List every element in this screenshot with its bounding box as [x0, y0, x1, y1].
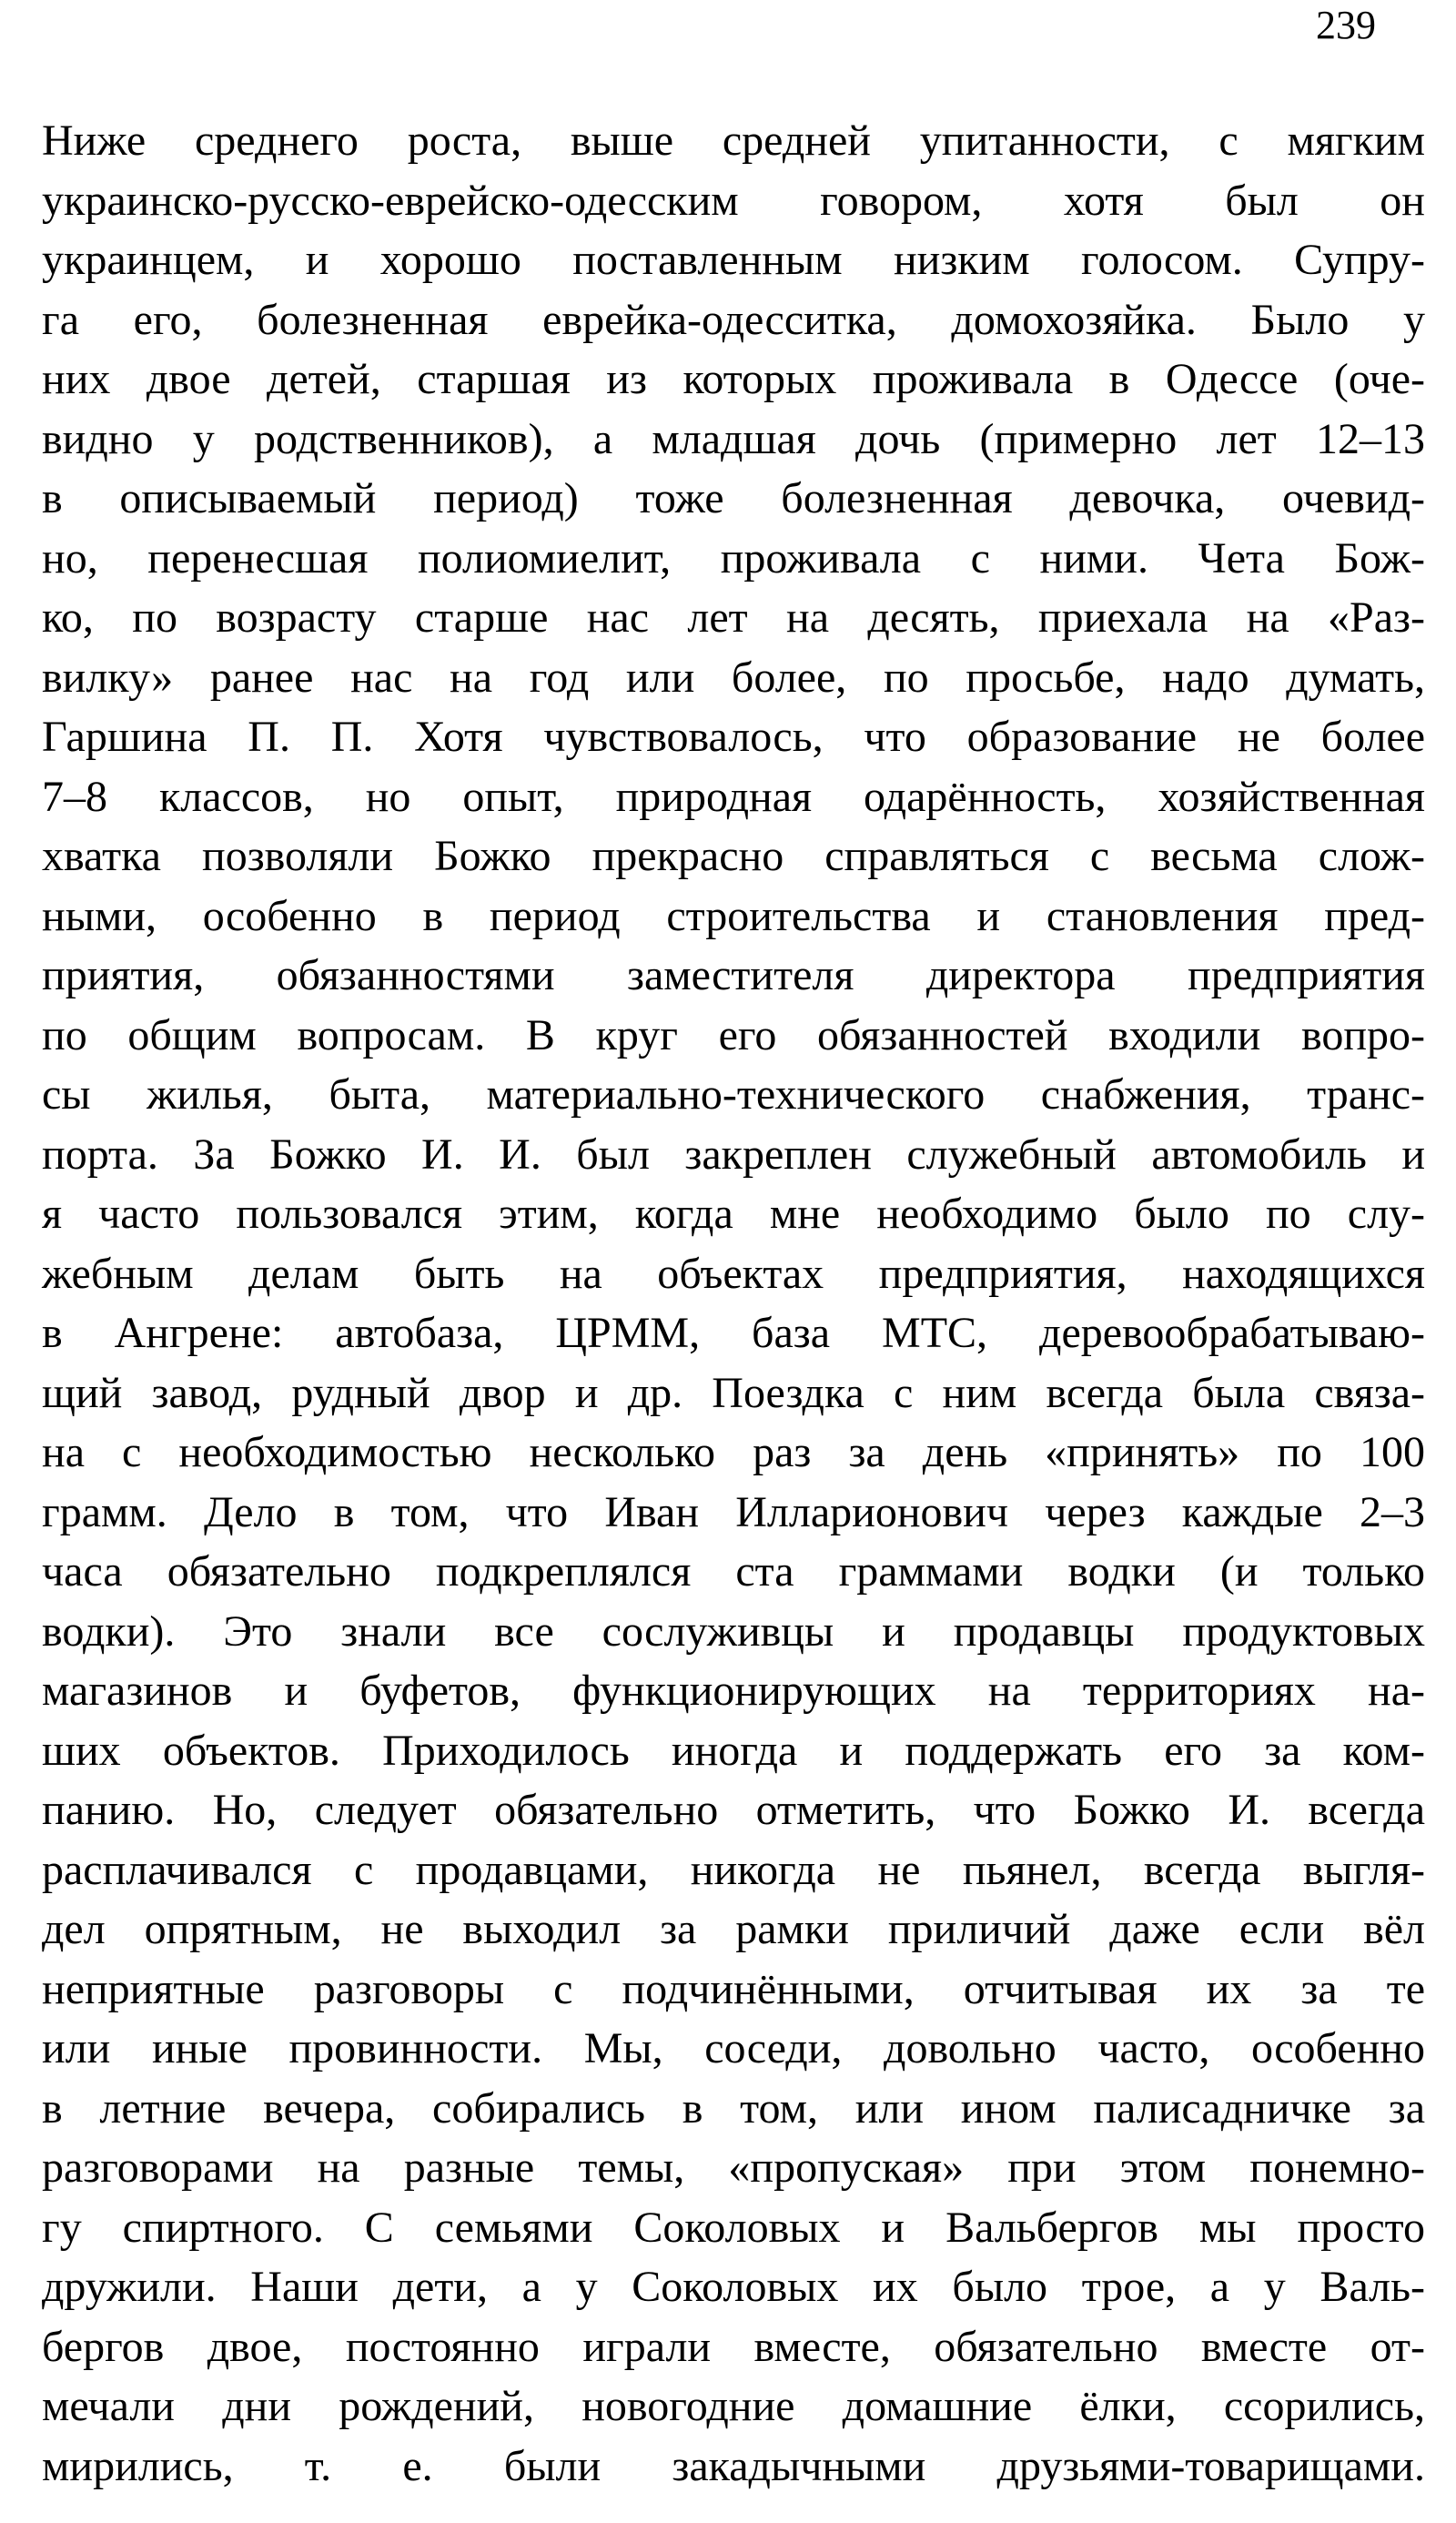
- text-line: в летние вечера, собирались в том, или ином палисадничке за: [42, 2083, 1425, 2133]
- text-line: видно у родственников), а младшая дочь (примерно лет 12–13: [42, 414, 1425, 463]
- text-line: но, перенесшая полиомиелит, проживала с ними. Чета Бож-: [42, 533, 1425, 583]
- text-line: мечали дни рождений, новогодние домашние ёлки, ссорились,: [42, 2382, 1425, 2430]
- text-line: мирились, т. е. были закадычными друзьями-товарищами.: [42, 2441, 1425, 2490]
- text-line: грамм. Дело в том, что Иван Илларионович через каждые 2–3: [42, 1487, 1425, 1536]
- text-line: на с необходимостью несколько раз за день «принять» по 100: [42, 1428, 1425, 1476]
- page-number: 239: [1316, 3, 1376, 47]
- text-line: расплачивался с продавцами, никогда не пьянел, всегда выгля-: [42, 1845, 1425, 1894]
- text-line: бергов двое, постоянно играли вместе, обязательно вместе от-: [42, 2322, 1425, 2371]
- text-line: часа обязательно подкреплялся ста граммами водки (и только: [42, 1547, 1425, 1596]
- text-line: гу спиртного. С семьями Соколовых и Вальбергов мы просто: [42, 2203, 1425, 2252]
- text-line: я часто пользовался этим, когда мне необходимо было по слу-: [42, 1190, 1425, 1238]
- text-line: магазинов и буфетов, функционирующих на территориях на-: [42, 1667, 1425, 1715]
- text-line: или иные провинности. Мы, соседи, довольно часто, особенно: [42, 2024, 1425, 2072]
- text-line: панию. Но, следует обязательно отметить, что Божко И. всегда: [42, 1786, 1425, 1834]
- text-line: по общим вопросам. В круг его обязанностей входили вопро-: [42, 1010, 1425, 1059]
- text-line: щий завод, рудный двор и др. Поездка с ним всегда была связа-: [42, 1368, 1425, 1417]
- text-line: них двое детей, старшая из которых проживала в Одессе (оче-: [42, 355, 1425, 403]
- text-line: ными, особенно в период строительства и становления пред-: [42, 891, 1425, 940]
- text-line: порта. За Божко И. И. был закреплен служебный автомобиль и: [42, 1130, 1425, 1179]
- text-line: водки). Это знали все сослуживцы и продавцы продуктовых: [42, 1606, 1425, 1656]
- body-text: [42, 111, 1425, 2496]
- text-line: в описываемый период) тоже болезненная девочка, очевид-: [42, 474, 1425, 522]
- text-line: ко, по возрасту старше нас лет на десять, приехала на «Раз-: [42, 593, 1425, 642]
- text-line: га его, болезненная еврейка-одесситка, домохозяйка. Было у: [42, 295, 1425, 344]
- text-line: 7–8 классов, но опыт, природная одарённость, хозяйственная: [42, 772, 1425, 821]
- text-line: Ниже среднего роста, выше средней упитанности, с мягким: [42, 117, 1425, 165]
- text-line: дружили. Наши дети, а у Соколовых их было трое, а у Валь-: [42, 2263, 1425, 2311]
- text-line: неприятные разговоры с подчинёнными, отчитывая их за те: [42, 1964, 1425, 2013]
- text-line: украинско-русско-еврейско-одесским говором, хотя был он: [42, 176, 1425, 225]
- text-line: жебным делам быть на объектах предприятия, находящихся: [42, 1249, 1425, 1298]
- text-line: вилку» ранее нас на год или более, по просьбе, надо думать,: [42, 653, 1425, 702]
- text-line: приятия, обязанностями заместителя директора предприятия: [42, 951, 1425, 999]
- text-line: разговорами на разные темы, «пропуская» при этом понемно-: [42, 2143, 1425, 2192]
- text-line: Гаршина П. П. Хотя чувствовалось, что образование не более: [42, 713, 1425, 761]
- text-line: хватка позволяли Божко прекрасно справляться с весьма слож-: [42, 832, 1425, 880]
- text-line: в Ангрене: автобаза, ЦРММ, база МТС, деревообрабатываю-: [42, 1309, 1425, 1357]
- text-line: украинцем, и хорошо поставленным низким голосом. Супру-: [42, 236, 1425, 284]
- text-line: дел опрятным, не выходил за рамки приличий даже если вёл: [42, 1905, 1425, 1953]
- text-line: ших объектов. Приходилось иногда и поддержать его за ком-: [42, 1726, 1425, 1775]
- text-line: сы жилья, быта, материально-технического снабжения, транс-: [42, 1070, 1425, 1119]
